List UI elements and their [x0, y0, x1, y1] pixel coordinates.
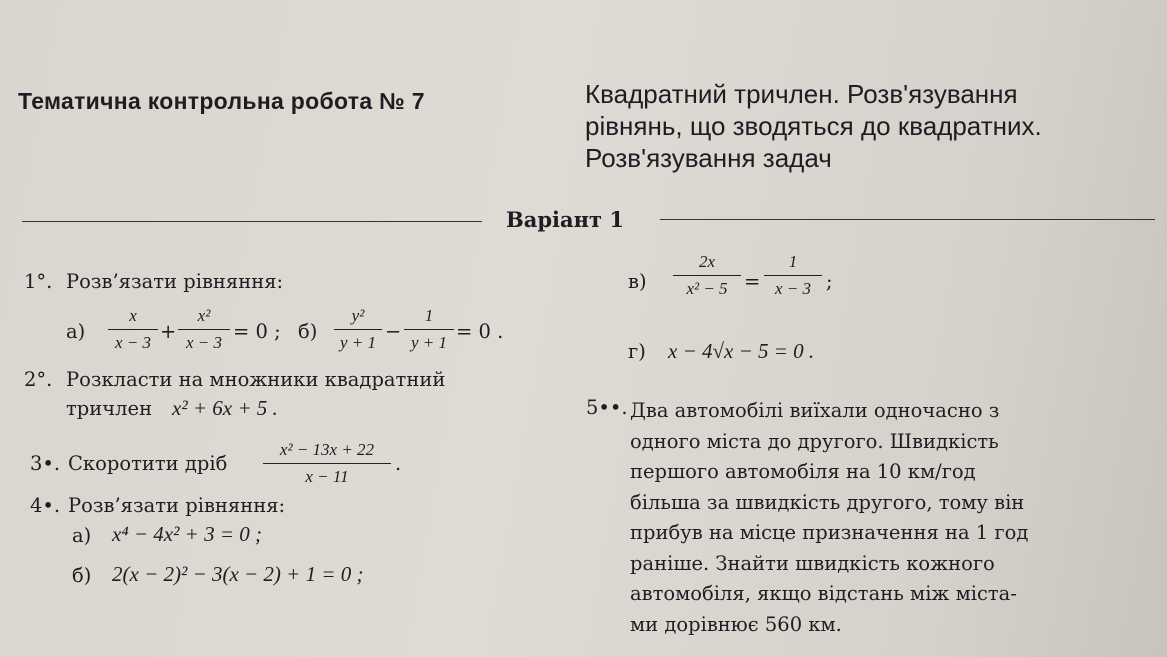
fraction-denominator: x − 11 [305, 467, 349, 486]
fraction-denominator: y + 1 [339, 333, 377, 352]
fraction-numerator: 1 [424, 306, 434, 325]
problem-5-number: 5••. [586, 396, 628, 419]
problem-1b-fraction-2 [404, 306, 454, 353]
problem-1d-label: г) [628, 340, 646, 363]
problem-5-line: одного міста до другого. Швидкість [630, 429, 999, 453]
problem-4-number: 4•. [30, 494, 61, 517]
problem-5-line: більша за швидкість другого, тому він [630, 490, 1025, 514]
problem-3-text: Скоротити дріб [68, 452, 228, 475]
problem-1a-label: а) [66, 320, 86, 343]
problem-1a-fraction-1 [108, 306, 158, 353]
problem-3-fraction [263, 440, 391, 487]
problem-3-number: 3•. [30, 452, 61, 475]
problem-4-text: Розв’язати рівняння: [68, 494, 286, 517]
test-title: Тематична контрольна робота № 7 [18, 88, 425, 114]
problem-1d-expression: x − 4√x − 5 = 0 . [668, 339, 815, 363]
problem-4b-label: б) [72, 564, 92, 587]
fraction-numerator: x [129, 306, 137, 325]
problem-5-line: автомобіля, якщо відстань між міста- [630, 582, 1017, 605]
problem-1c-semicolon: ; [826, 270, 833, 293]
problem-2-number: 2°. [24, 368, 53, 391]
problem-5-line: ми дорівнює 560 км. [630, 612, 842, 636]
problem-1c-fraction-2 [764, 252, 822, 299]
test-topic [585, 78, 1160, 174]
problem-5-line: раніше. Знайти швидкість кожного [630, 551, 995, 575]
fraction-bar [178, 329, 230, 330]
fraction-bar [263, 463, 391, 464]
problem-1c-fraction-1 [673, 252, 741, 299]
problem-2-text-line-2: тричлен [66, 397, 153, 420]
topic-line-1: Квадратний тричлен. Розв'язування [585, 79, 1018, 109]
problem-1-text: Розв’язати рівняння: [66, 270, 284, 293]
fraction-denominator: x² − 5 [686, 279, 728, 298]
variant-heading: Варіант 1 [506, 207, 624, 232]
fraction-denominator: x − 3 [185, 333, 223, 352]
fraction-numerator: 1 [788, 252, 798, 271]
problem-5-line: першого автомобіля на 10 км/год [630, 460, 976, 483]
problem-1b-equals: = 0 . [456, 320, 504, 343]
divider-right [660, 219, 1155, 220]
topic-line-3: Розв'язування задач [585, 143, 832, 173]
fraction-denominator: x − 3 [774, 279, 812, 298]
problem-5-text [630, 396, 1150, 640]
problem-1a-fraction-2 [178, 306, 230, 353]
fraction-bar [334, 329, 382, 330]
problem-3-period: . [395, 452, 402, 475]
fraction-numerator: x² − 13x + 22 [279, 440, 375, 459]
problem-2-text-line-1: Розкласти на множники квадратний [66, 368, 446, 391]
topic-line-2: рівнянь, що зводяться до квадратних. [585, 111, 1042, 141]
problem-1b-label: б) [298, 320, 318, 343]
problem-1b-fraction-1 [334, 306, 382, 353]
problem-2-expression: x² + 6x + 5 . [172, 396, 278, 420]
plus-sign: + [160, 320, 177, 343]
divider-left [22, 221, 482, 222]
problem-1c-label: в) [628, 270, 647, 293]
problem-1a-equals: = 0 ; [233, 320, 281, 343]
fraction-numerator: x² [197, 306, 211, 325]
fraction-denominator: x − 3 [114, 333, 152, 352]
problem-5-line: прибув на місце призначення на 1 год [630, 521, 1029, 544]
fraction-bar [673, 275, 741, 276]
fraction-numerator: 2x [698, 252, 716, 271]
problem-1c-equals: = [744, 270, 761, 293]
fraction-bar [404, 329, 454, 330]
problem-5-line: Два автомобілі виїхали одночасно з [630, 399, 1000, 422]
fraction-bar [108, 329, 158, 330]
fraction-denominator: y + 1 [410, 333, 448, 352]
problem-1-number: 1°. [24, 270, 53, 293]
fraction-bar [764, 275, 822, 276]
minus-sign: − [385, 320, 402, 343]
problem-4a-label: а) [72, 524, 92, 547]
fraction-numerator: y² [351, 306, 365, 325]
problem-4a-expression: x⁴ − 4x² + 3 = 0 ; [112, 522, 262, 546]
problem-4b-expression: 2(x − 2)² − 3(x − 2) + 1 = 0 ; [112, 562, 364, 586]
